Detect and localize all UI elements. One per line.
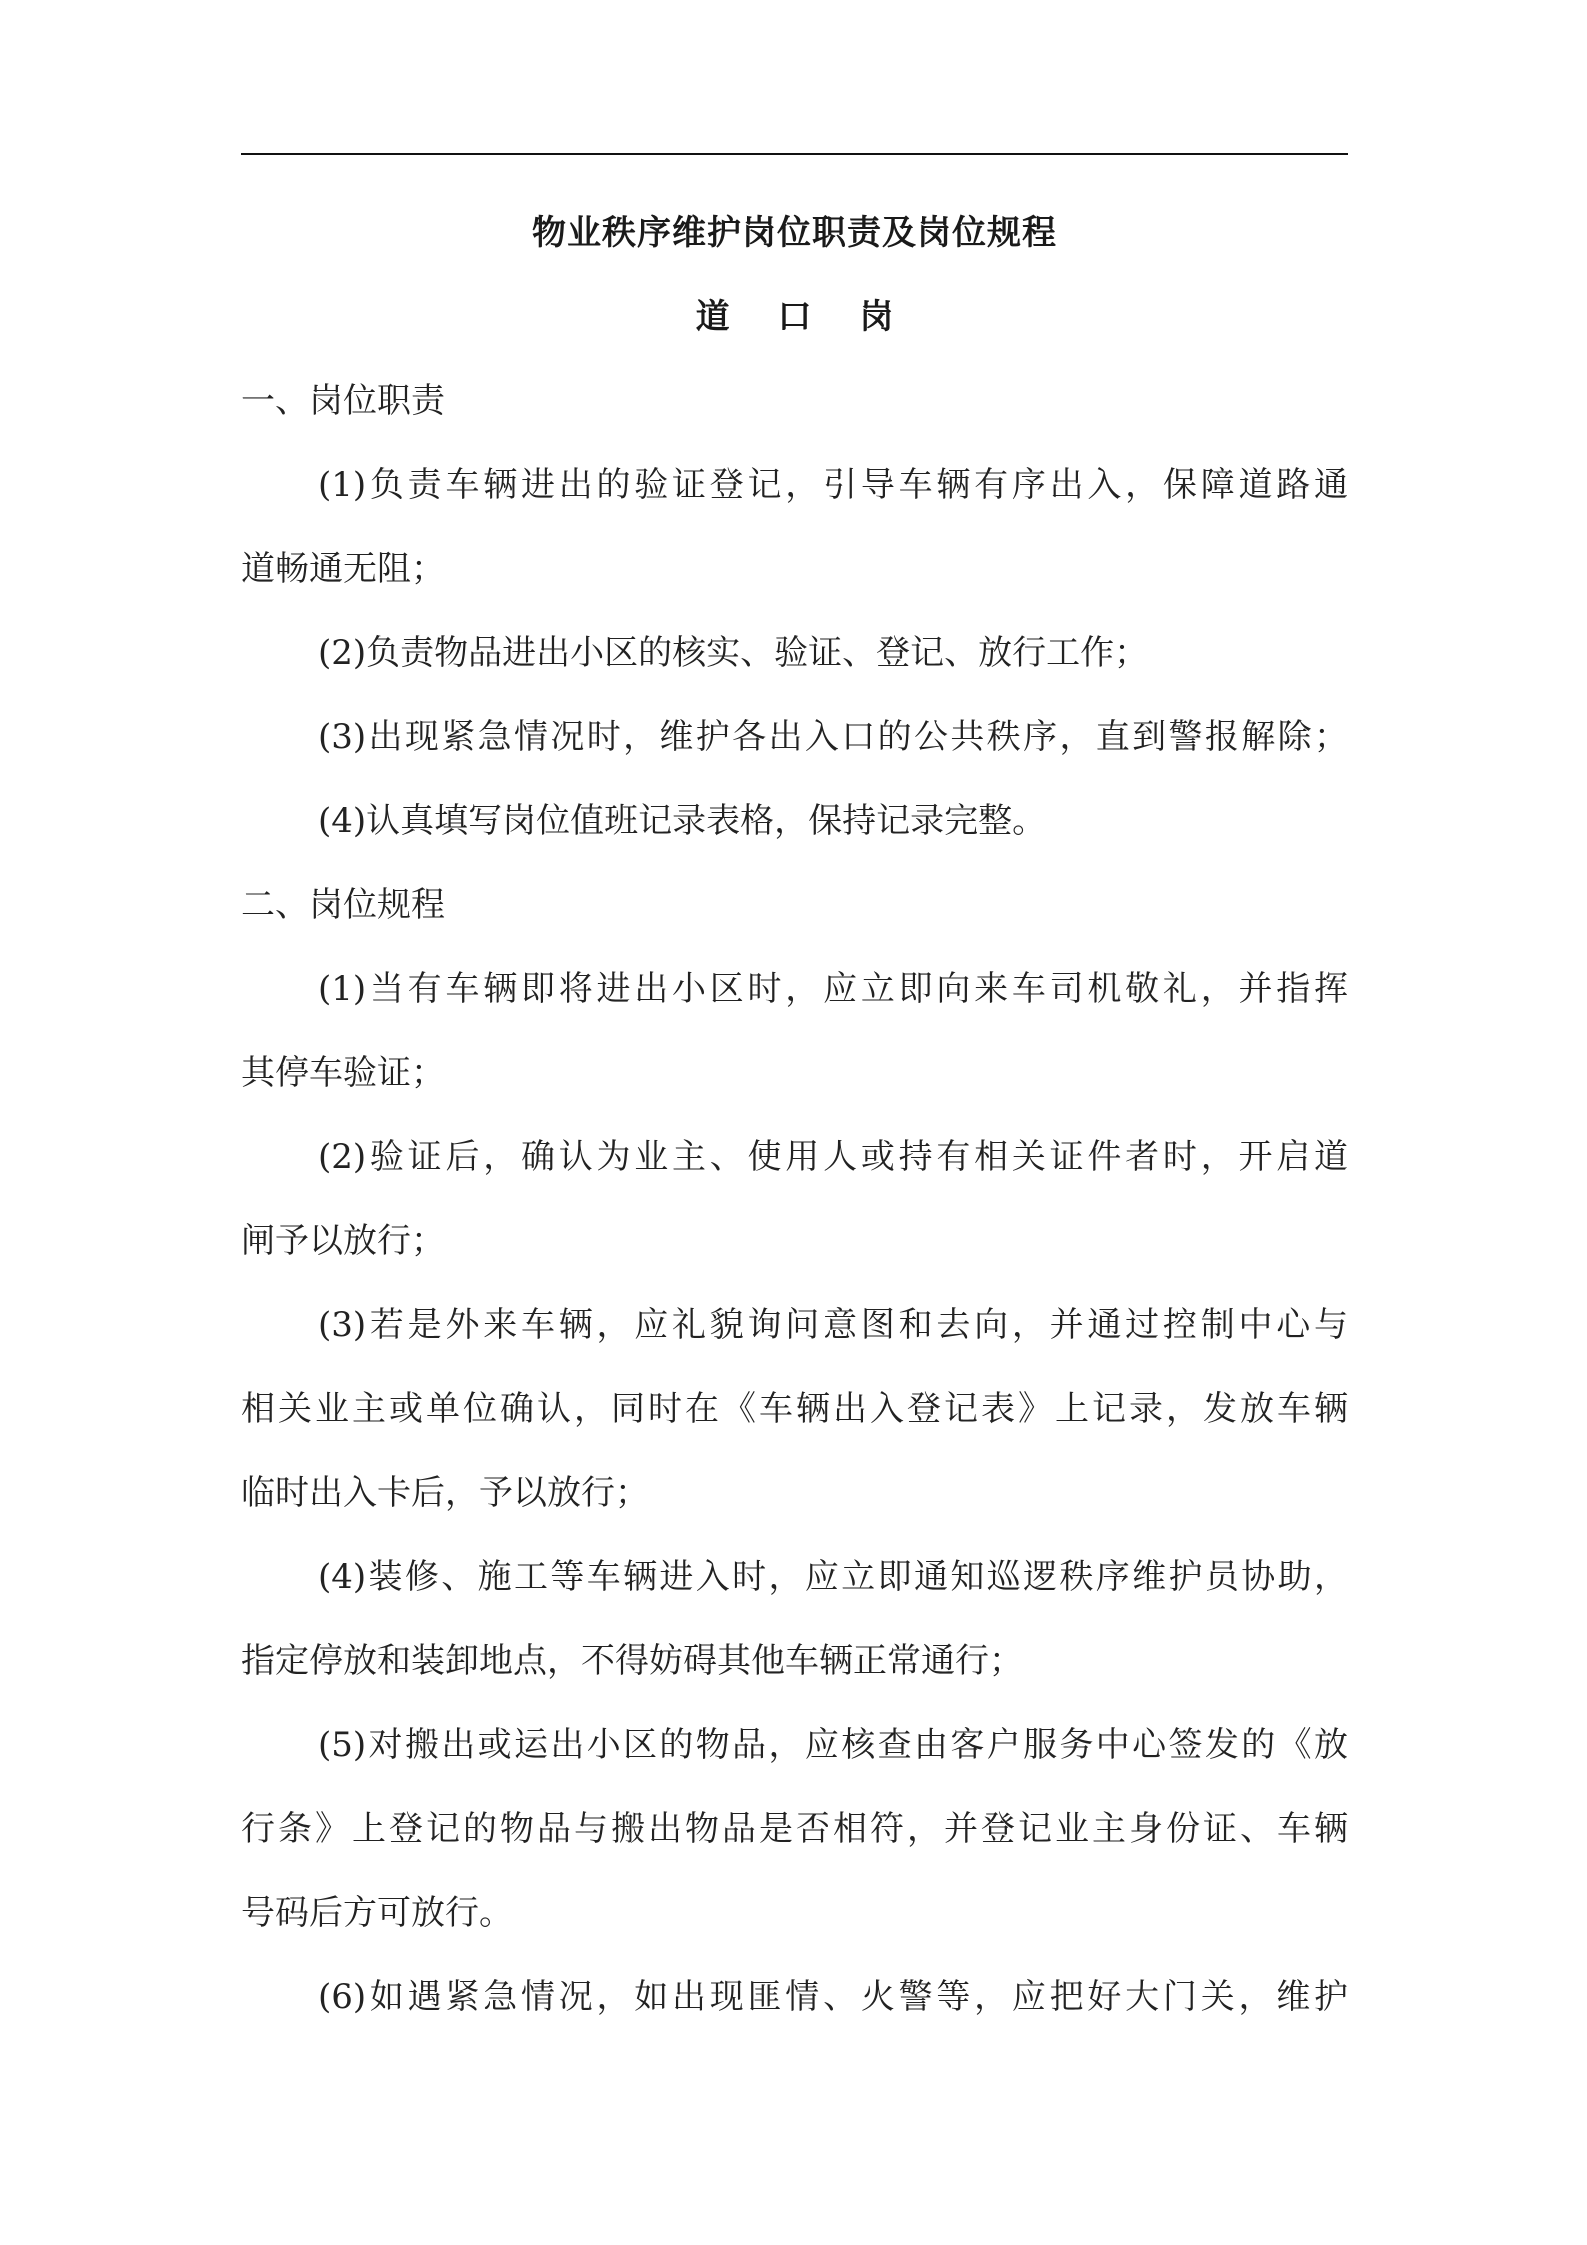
paragraph-line: (2)负责物品进出小区的核实、验证、登记、放行工作； <box>318 633 1149 673</box>
paragraph-line: (3)若是外来车辆，应礼貌询问意图和去向，并通过控制中心与 <box>318 1305 1348 1345</box>
header-rule <box>241 153 1348 155</box>
paragraph-line: 临时出入卡后，予以放行； <box>241 1473 649 1513</box>
paragraph-line: (6)如遇紧急情况，如出现匪情、火警等，应把好大门关，维护 <box>318 1977 1348 2017</box>
paragraph-line: (5)对搬出或运出小区的物品，应核查由客户服务中心签发的《放 <box>318 1725 1348 1765</box>
paragraph-line: (4)认真填写岗位值班记录表格，保持记录完整。 <box>318 801 1047 841</box>
paragraph-line: 指定停放和装卸地点，不得妨碍其他车辆正常通行； <box>241 1641 1023 1681</box>
paragraph-line: 其停车验证； <box>241 1053 445 1093</box>
document-subtitle: 道 口 岗 <box>695 297 912 337</box>
document-title: 物业秩序维护岗位职责及岗位规程 <box>532 213 1057 253</box>
paragraph-line: (1)当有车辆即将进出小区时，应立即向来车司机敬礼，并指挥 <box>318 969 1348 1009</box>
paragraph-line: 道畅通无阻； <box>241 549 445 589</box>
section-heading: 二、岗位规程 <box>241 885 445 925</box>
paragraph-line: (2)验证后，确认为业主、使用人或持有相关证件者时，开启道 <box>318 1137 1348 1177</box>
paragraph-line: (1)负责车辆进出的验证登记，引导车辆有序出入，保障道路通 <box>318 465 1348 505</box>
paragraph-line: 行条》上登记的物品与搬出物品是否相符，并登记业主身份证、车辆 <box>241 1809 1348 1849</box>
paragraph-line: (4)装修、施工等车辆进入时，应立即通知巡逻秩序维护员协助， <box>318 1557 1348 1597</box>
section-heading: 一、岗位职责 <box>241 381 445 421</box>
paragraph-line: 闸予以放行； <box>241 1221 445 1261</box>
paragraph-line: 号码后方可放行。 <box>241 1893 513 1933</box>
paragraph-line: 相关业主或单位确认，同时在《车辆出入登记表》上记录，发放车辆 <box>241 1389 1348 1429</box>
paragraph-line: (3)出现紧急情况时，维护各出入口的公共秩序，直到警报解除； <box>318 717 1348 757</box>
